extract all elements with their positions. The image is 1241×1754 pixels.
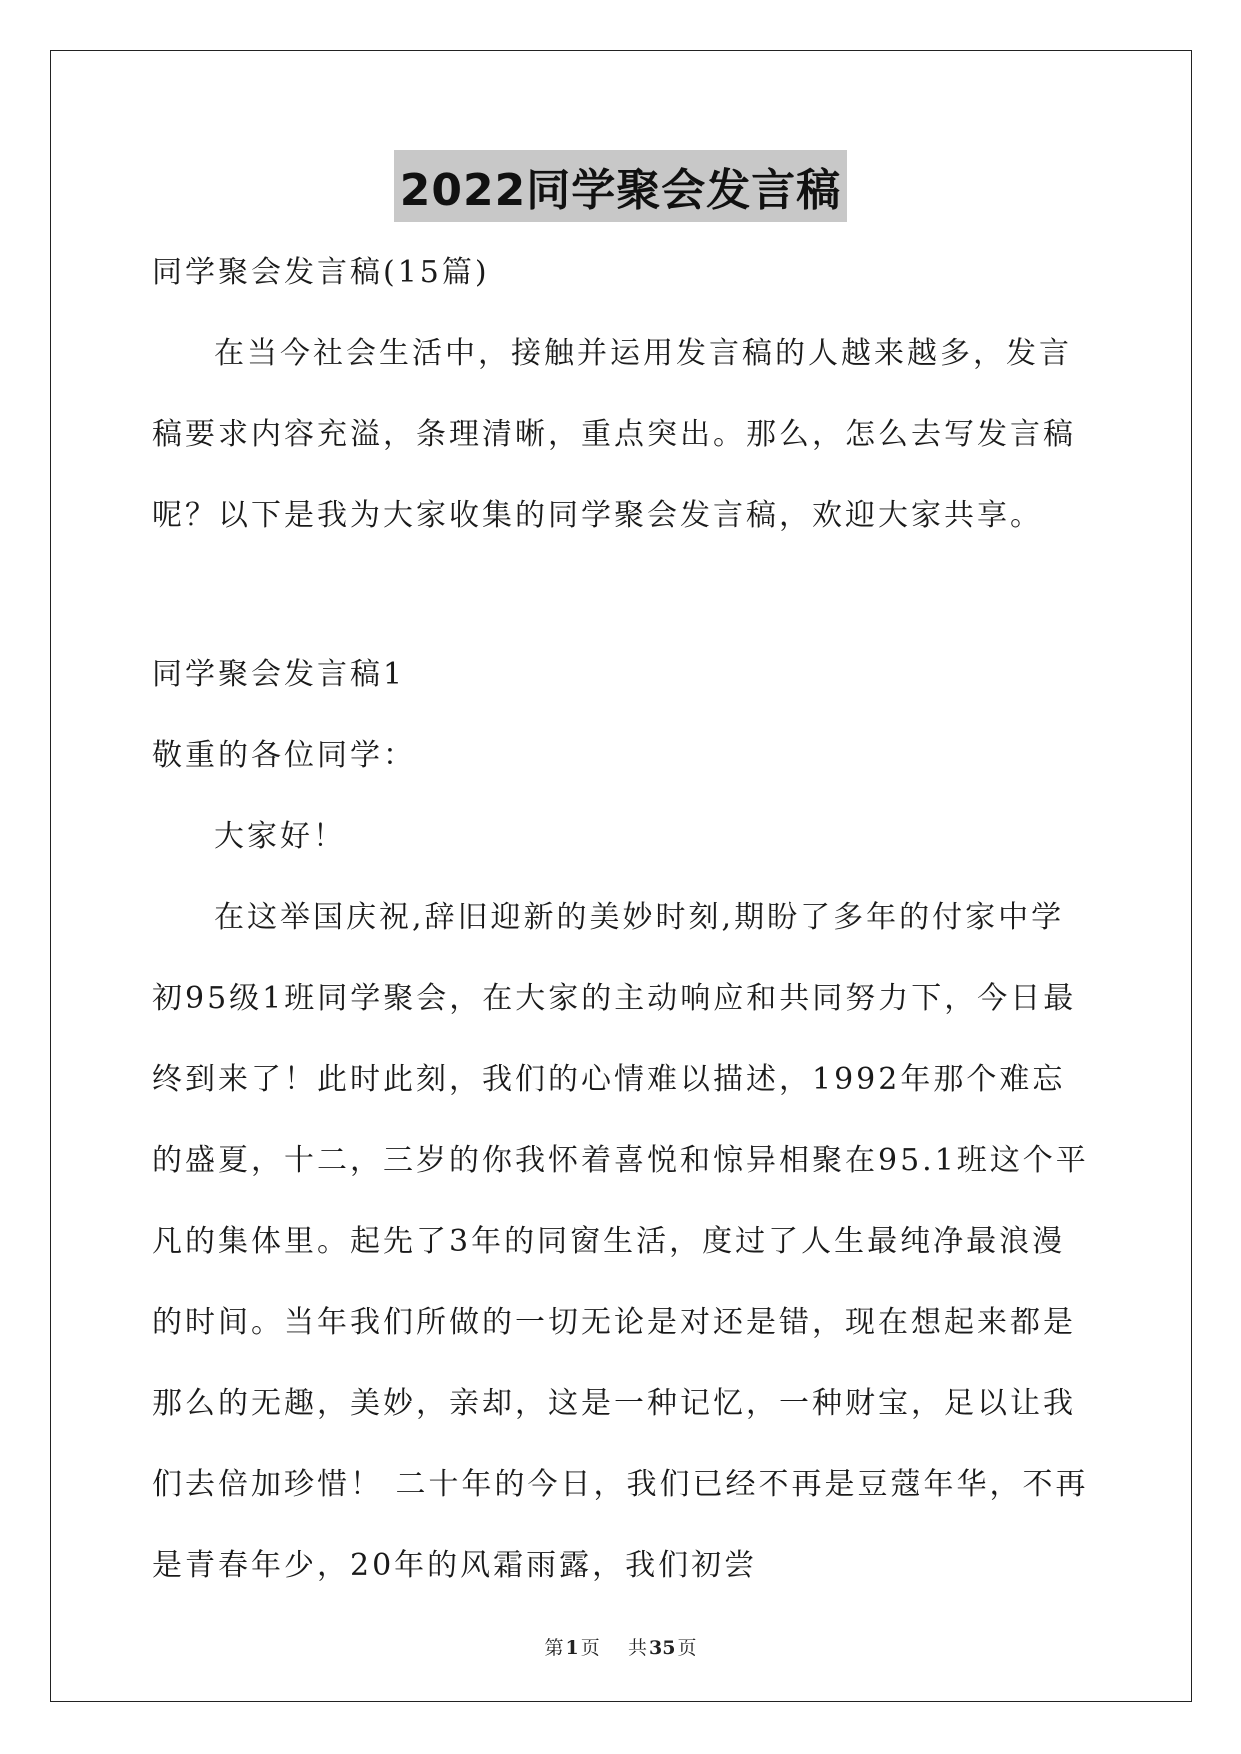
greeting: 大家好！: [214, 819, 346, 854]
body-paragraph: 在这举国庆祝,辞旧迎新的美妙时刻,期盼了多年的付家中学初95级1班同学聚会，在大家的主动响应和共同努力下，今日最终到来了！此时此刻，我们的心情难以描述，1992年那个难忘的盛夏，十二，三岁的你我怀着喜悦和惊异相聚在95.1班这个平凡的集体里。起先了3年的同窗生活，度过了人生最纯净最浪漫的时间。当年我们所做的一切无论是对还是错，现在想起来都是那么的无趣，美妙，亲却，这是一种记忆，一种财宝，足以让我们去倍加珍惜！ 二十年的今日，我们已经不再是豆蔻年华，不再是青春年少，20年的风霜雨露，我们初尝: [152, 900, 1089, 1583]
document-title: 2022同学聚会发言稿: [394, 150, 847, 222]
document-body: [152, 232, 1097, 1606]
section-title: 同学聚会发言稿1: [152, 657, 406, 692]
subtitle: 同学聚会发言稿(15篇): [152, 255, 490, 290]
total-suffix: 页: [677, 1637, 697, 1659]
page-footer: [0, 1633, 1241, 1660]
page-number: 1: [565, 1637, 579, 1659]
total-prefix: 共: [627, 1637, 647, 1659]
page-prefix: 第: [544, 1637, 564, 1659]
salutation: 敬重的各位同学：: [152, 738, 416, 773]
intro-paragraph: 在当今社会生活中，接触并运用发言稿的人越来越多，发言稿要求内容充溢，条理清晰，重点突出。那么，怎么去写发言稿呢？以下是我为大家收集的同学聚会发言稿，欢迎大家共享。: [152, 336, 1076, 533]
page-suffix: 页: [580, 1637, 600, 1659]
total-pages: 35: [648, 1637, 676, 1659]
